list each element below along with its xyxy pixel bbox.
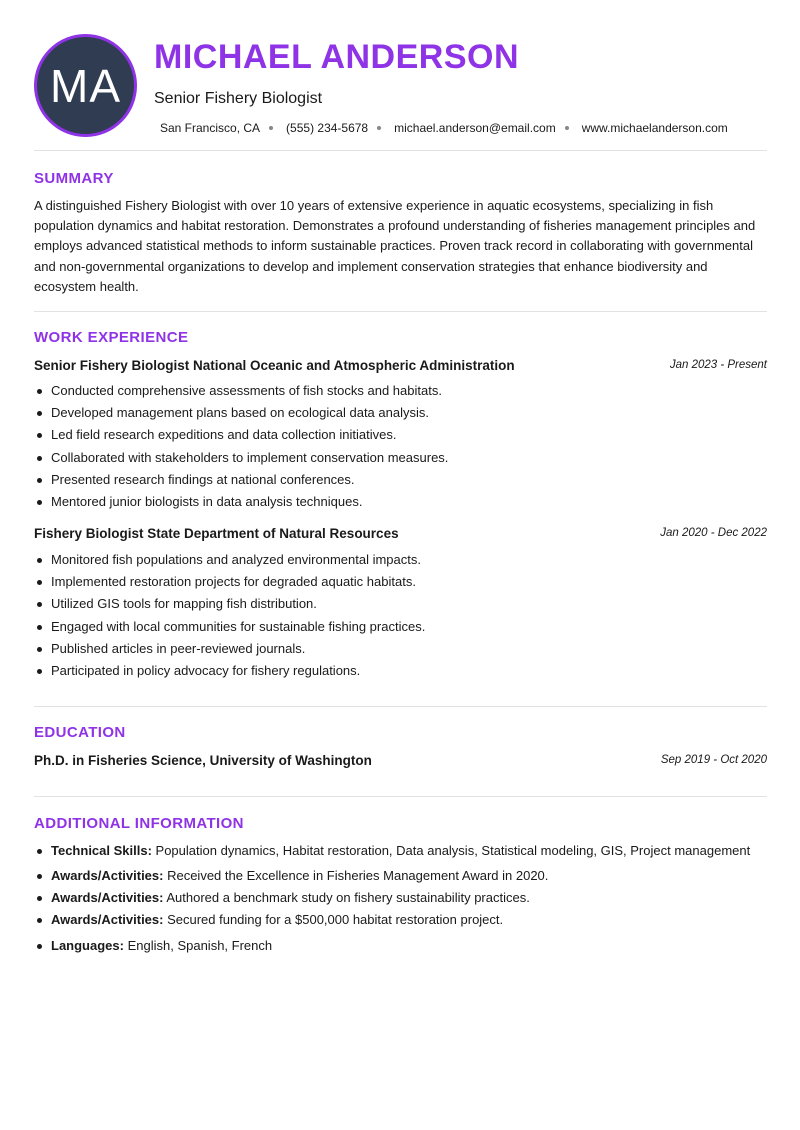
list-item: Developed management plans based on ecological data analysis.	[34, 404, 767, 426]
education-entry	[34, 753, 767, 771]
job-bullets	[34, 382, 767, 515]
avatar-initials: MA	[50, 59, 121, 112]
list-item	[34, 842, 750, 860]
contact-row	[160, 121, 728, 135]
contact-email[interactable]: michael.anderson@email.com	[394, 121, 556, 135]
candidate-role: Senior Fishery Biologist	[154, 90, 323, 107]
list-item: Presented research findings at national conferences.	[34, 471, 767, 493]
job-title: Senior Fishery Biologist National Oceanic and Atmospheric Administration	[34, 358, 515, 373]
divider	[34, 796, 767, 797]
info-value: Authored a benchmark study on fishery sustainability practices.	[163, 890, 530, 905]
additional-info-heading: ADDITIONAL INFORMATION	[34, 815, 244, 832]
list-item: Engaged with local communities for sustainable fishing practices.	[34, 618, 767, 640]
resume-header	[34, 34, 767, 138]
info-label: Technical Skills:	[51, 843, 152, 858]
education-heading: EDUCATION	[34, 724, 126, 741]
list-item: Mentored junior biologists in data analysis techniques.	[34, 493, 767, 515]
work-experience-heading: WORK EXPERIENCE	[34, 329, 189, 346]
separator-dot-icon	[565, 126, 569, 130]
candidate-name: MICHAEL ANDERSON	[154, 38, 520, 76]
list-item: Collaborated with stakeholders to implement conservation measures.	[34, 449, 767, 471]
list-item	[34, 867, 548, 885]
list-item: Monitored fish populations and analyzed environmental impacts.	[34, 551, 767, 573]
info-value: English, Spanish, French	[123, 938, 273, 953]
list-item	[34, 911, 503, 929]
degree-title: Ph.D. in Fisheries Science, University of Washington	[34, 753, 372, 768]
list-item: Led field research expeditions and data collection initiatives.	[34, 426, 767, 448]
contact-phone[interactable]: (555) 234-5678	[286, 121, 369, 135]
list-item: Implemented restoration projects for degraded aquatic habitats.	[34, 573, 767, 595]
divider	[34, 706, 767, 707]
list-item	[34, 889, 530, 907]
divider	[34, 311, 767, 312]
job-header	[34, 358, 767, 376]
info-label: Awards/Activities:	[51, 868, 164, 883]
divider	[34, 150, 767, 151]
summary-heading: SUMMARY	[34, 170, 114, 187]
education-dates: Sep 2019 - Oct 2020	[660, 754, 767, 766]
summary-text: A distinguished Fishery Biologist with over 10 years of extensive experience in aquatic ecosystems, specializing in fish population dynamics and habitat restoration. Demonstrates a profound understanding of fisheries management principles and employs advanced statistical methods to inform sustainable practices. Proven track record in collaborating with governmental and non-governmental organizations to develop and implement conservation strategies that enhance biodiversity and ecosystem health.	[34, 198, 756, 294]
list-item	[34, 937, 272, 955]
list-item: Participated in policy advocacy for fishery regulations.	[34, 662, 767, 684]
job-dates: Jan 2023 - Present	[669, 359, 767, 371]
info-value: Population dynamics, Habitat restoration, Data analysis, Statistical modeling, GIS, Project management	[151, 843, 751, 858]
job-title: Fishery Biologist State Department of Natural Resources	[34, 526, 399, 541]
info-value: Received the Excellence in Fisheries Management Award in 2020.	[163, 868, 549, 883]
list-item: Published articles in peer-reviewed journals.	[34, 640, 767, 662]
contact-website[interactable]: www.michaelanderson.com	[581, 121, 728, 135]
info-label: Awards/Activities:	[51, 912, 164, 927]
info-label: Languages:	[51, 938, 124, 953]
separator-dot-icon	[377, 126, 381, 130]
list-item: Utilized GIS tools for mapping fish distribution.	[34, 595, 767, 617]
job-bullets	[34, 551, 767, 684]
job-dates: Jan 2020 - Dec 2022	[660, 527, 767, 539]
list-item: Conducted comprehensive assessments of fish stocks and habitats.	[34, 382, 767, 404]
info-value: Secured funding for a $500,000 habitat restoration project.	[163, 912, 504, 927]
job-header	[34, 526, 767, 544]
avatar	[34, 34, 137, 137]
info-label: Awards/Activities:	[51, 890, 164, 905]
separator-dot-icon	[269, 126, 273, 130]
contact-location: San Francisco, CA	[160, 121, 261, 135]
